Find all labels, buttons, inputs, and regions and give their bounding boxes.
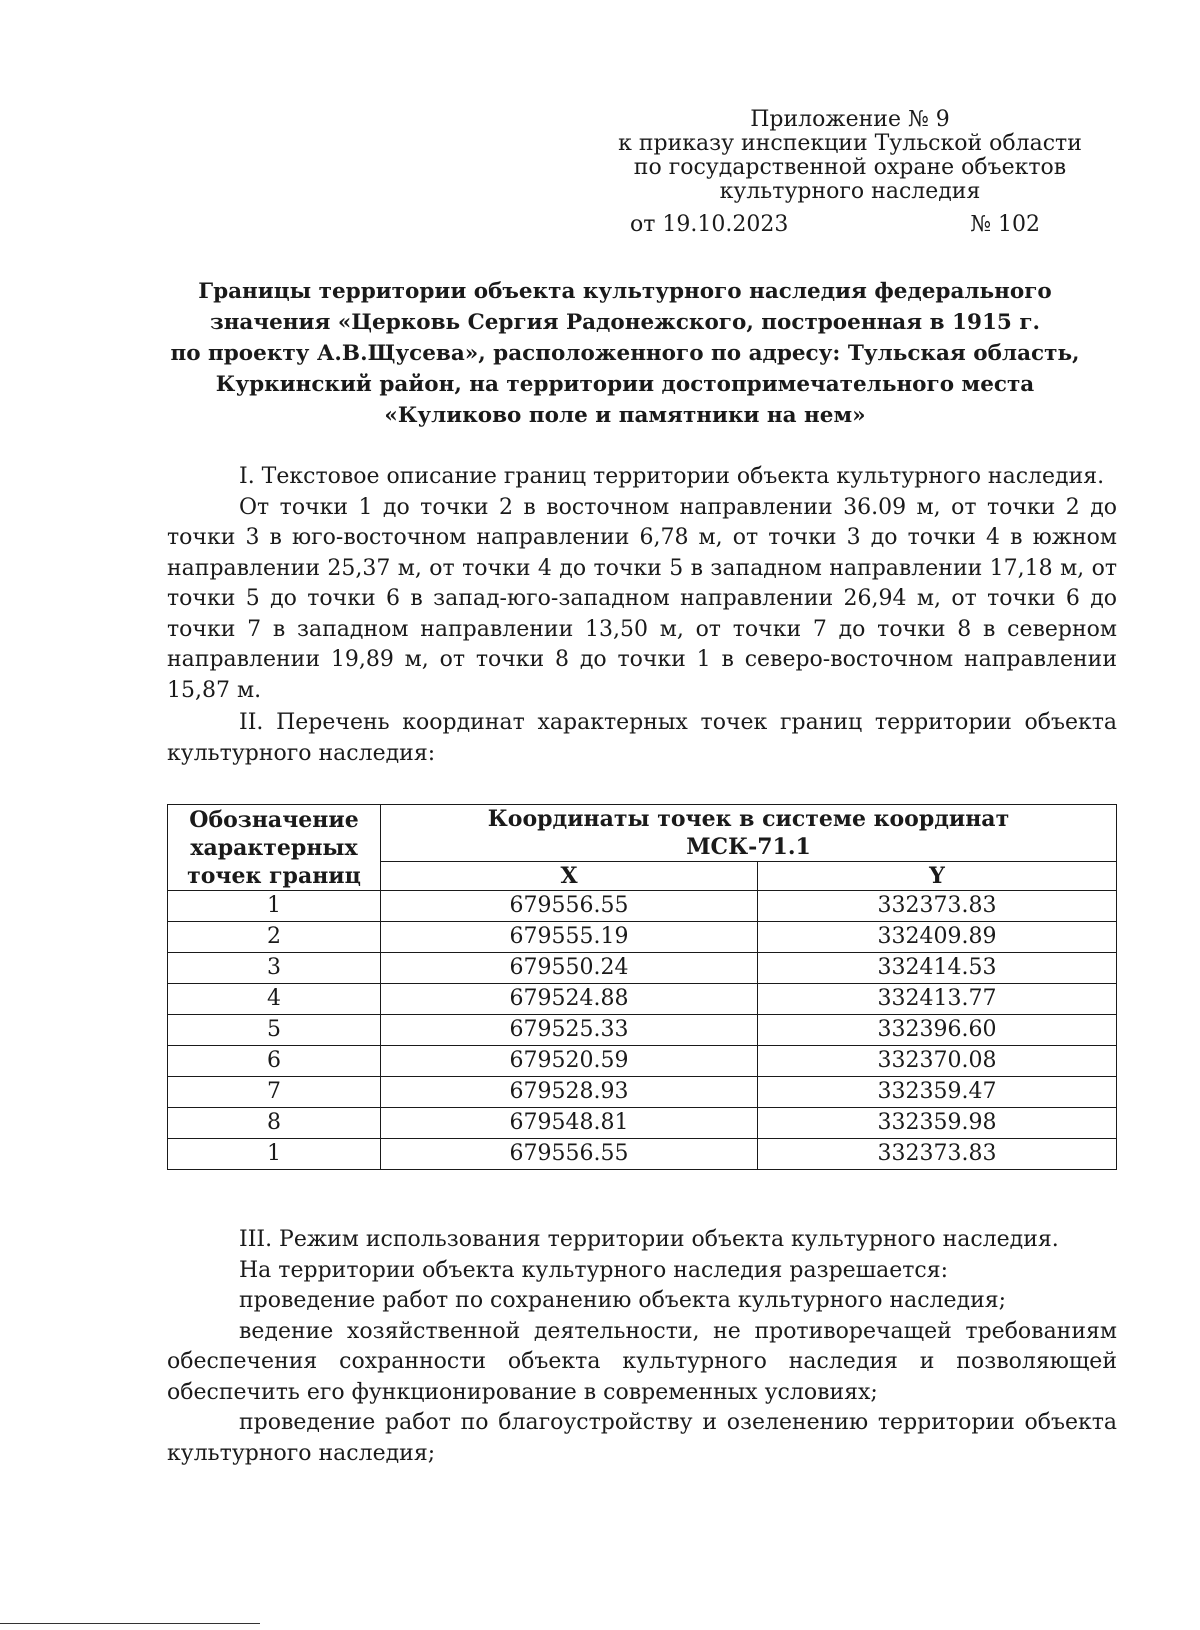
y-cell: 332396.60 — [758, 1015, 1117, 1046]
appendix-number: Приложение № 9 — [750, 107, 950, 132]
y-cell: 332409.89 — [758, 922, 1117, 953]
footer-divider — [0, 1623, 260, 1624]
coordinates-table — [167, 804, 1117, 1170]
y-cell: 332373.83 — [758, 1139, 1117, 1170]
order-date: от 19.10.2023 — [630, 212, 789, 237]
coords-header-line2: МСК-71.1 — [686, 834, 811, 860]
point-cell: 7 — [168, 1077, 381, 1108]
col-x-header: X — [381, 862, 758, 891]
col-y-header: Y — [758, 862, 1117, 891]
section1-description: От точки 1 до точки 2 в восточном направлении 36.09 м, от точки 2 до точки 3 в юго-восточном направлении 6,78 м, от точки 3 до точки 4 в южном направлении 25,37 м, от точки 4 до точки 5 в западном направлении 17,18 м, от точки 5 до точки 6 в запад-юго-западном направлении 26,94 м, от точки 6 до точки 7 в западном направлении 13,50 м, от точки 7 до точки 8 в северном направлении 19,89 м, от точки 8 до точки 1 в северо-восточном направлении 15,87 м. — [167, 494, 1117, 703]
y-cell: 332373.83 — [758, 891, 1117, 922]
point-cell: 1 — [168, 1139, 381, 1170]
title-line: «Куликово поле и памятники на нем» — [384, 403, 866, 428]
table-row — [168, 1108, 1117, 1139]
col-point-header: Обозначение характерных точек границ — [168, 805, 381, 891]
x-cell: 679556.55 — [381, 891, 758, 922]
x-cell: 679556.55 — [381, 1139, 758, 1170]
section3-item: ведение хозяйственной деятельности, не противоречащей требованиям обеспечения сохранности объекта культурного наследия и позволяющей обеспечить его функционирование в современных условиях; — [167, 1318, 1117, 1405]
x-cell: 679520.59 — [381, 1046, 758, 1077]
point-cell: 2 — [168, 922, 381, 953]
table-row — [168, 1077, 1117, 1108]
x-cell: 679525.33 — [381, 1015, 758, 1046]
title-line: Границы территории объекта культурного наследия федерального — [198, 279, 1052, 304]
title-line: Куркинский район, на территории достопримечательного места — [215, 372, 1035, 397]
point-cell: 6 — [168, 1046, 381, 1077]
y-cell: 332359.98 — [758, 1108, 1117, 1139]
section3-item: проведение работ по благоустройству и озеленению территории объекта культурного наследия; — [167, 1410, 1117, 1466]
point-cell: 4 — [168, 984, 381, 1015]
y-cell: 332413.77 — [758, 984, 1117, 1015]
appendix-header — [600, 108, 1100, 204]
appendix-org-line-2: культурного наследия — [719, 179, 981, 204]
y-cell: 332370.08 — [758, 1046, 1117, 1077]
point-cell: 3 — [168, 953, 381, 984]
section3-item: проведение работ по сохранению объекта культурного наследия; — [239, 1288, 1007, 1313]
order-number: № 102 — [970, 212, 1040, 237]
title-line: по проекту А.В.Щусева», расположенного по адресу: Тульская область, — [170, 341, 1080, 366]
table-row — [168, 984, 1117, 1015]
document-title — [150, 276, 1100, 431]
section-text-description — [167, 462, 1117, 706]
table-row — [168, 891, 1117, 922]
table-row — [168, 1046, 1117, 1077]
table-header-row — [168, 805, 1117, 862]
appendix-order-ref: к приказу инспекции Тульской области — [618, 131, 1082, 156]
section3-heading: III. Режим использования территории объекта культурного наследия. — [239, 1227, 1059, 1252]
point-cell: 1 — [168, 891, 381, 922]
y-cell: 332359.47 — [758, 1077, 1117, 1108]
table-row — [168, 1139, 1117, 1170]
point-cell: 5 — [168, 1015, 381, 1046]
coords-header-line1: Координаты точек в системе координат — [487, 806, 1010, 832]
x-cell: 679548.81 — [381, 1108, 758, 1139]
col-coords-header — [381, 805, 1117, 862]
y-cell: 332414.53 — [758, 953, 1117, 984]
section3-allowed-intro: На территории объекта культурного наследия разрешается: — [239, 1257, 949, 1283]
point-cell: 8 — [168, 1108, 381, 1139]
section-usage-regime — [167, 1225, 1117, 1469]
title-line: значения «Церковь Сергия Радонежского, построенная в 1915 г. — [209, 310, 1041, 335]
table-row — [168, 953, 1117, 984]
section-coordinates — [167, 708, 1117, 769]
x-cell: 679550.24 — [381, 953, 758, 984]
x-cell: 679524.88 — [381, 984, 758, 1015]
x-cell: 679528.93 — [381, 1077, 758, 1108]
section2-heading: II. Перечень координат характерных точек границ территории объекта культурного наследия: — [167, 710, 1117, 766]
table-row — [168, 1015, 1117, 1046]
table-row — [168, 922, 1117, 953]
x-cell: 679555.19 — [381, 922, 758, 953]
appendix-org-line: по государственной охране объектов — [633, 155, 1067, 180]
section1-heading: I. Текстовое описание границ территории объекта культурного наследия. — [239, 464, 1105, 489]
